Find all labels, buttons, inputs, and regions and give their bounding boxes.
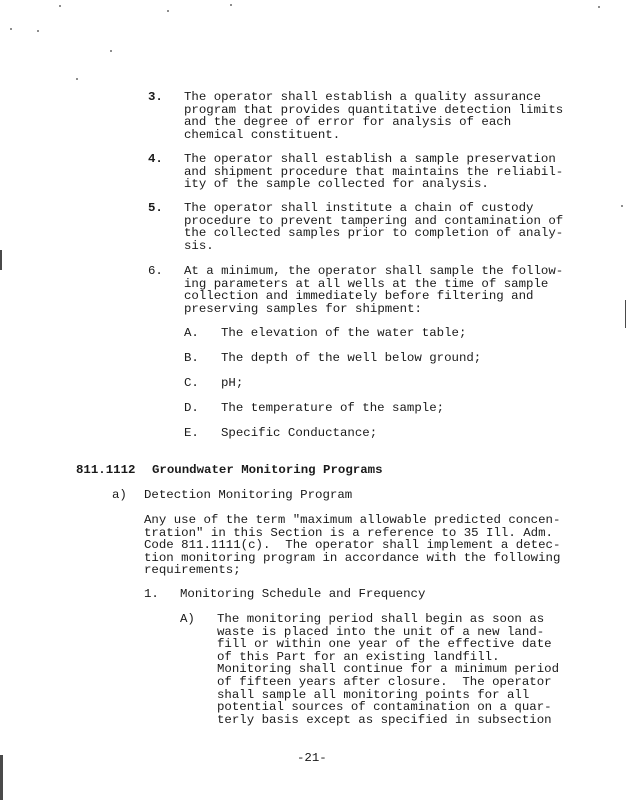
sub-item-letter: D. <box>184 401 199 415</box>
item-text: At a minimum, the operator shall sample the follow- ing parameters at all wells at the time of sample collection and immediately before filtering and preserving samples for shipment: <box>184 264 564 316</box>
item-text: The operator shall establish a quality assurance program that provides quantitative detection limits and the degree of error for analysis of each chemical constituent. <box>184 90 564 142</box>
item-text: The operator shall institute a chain of custody procedure to prevent tampering and contamination of the collected samples prior to completion of analy- sis. <box>184 201 564 253</box>
sub-item-letter: E. <box>184 426 199 440</box>
section-title: Groundwater Monitoring Programs <box>152 463 383 477</box>
scan-speck <box>110 50 112 52</box>
section-number: 811.1112 <box>76 463 136 477</box>
scan-speck <box>598 6 600 8</box>
scan-speck <box>59 5 61 7</box>
sub-item-text: The elevation of the water table; <box>221 326 467 340</box>
sub-item-text: The temperature of the sample; <box>221 401 445 415</box>
scan-speck <box>76 78 78 80</box>
item-number: 5. <box>148 201 163 215</box>
item-text: The operator shall establish a sample preservation and shipment procedure that maintains the reliabil- ity of the sample collected for analysis. <box>184 152 564 192</box>
item-number: 1. <box>144 587 159 601</box>
intro-paragraph: Any use of the term "maximum allowable predicted concen- tration" in this Section is a reference to 35 Ill. Adm. Code 811.1111(c). The operator shall implement a detec- tion monitoring program in accordance with the following requirements; <box>144 513 561 578</box>
subsection-title: Detection Monitoring Program <box>144 488 353 502</box>
sub-item-text: The monitoring period shall begin as soon as waste is placed into the unit of a new land- fill or within one year of the effective date of this Part for an existing landfill. Monitoring shall continue for a minimum period of fifteen years after closure. The operator shall sample all monitoring points for all potential sources of contamination on a quar- terly basis except as specified in subsection <box>217 612 560 727</box>
sub-item-text: Specific Conductance; <box>221 426 378 440</box>
item-number: 4. <box>148 152 163 166</box>
scan-speck <box>10 28 12 30</box>
subsection-label: a) <box>112 488 127 502</box>
item-title: Monitoring Schedule and Frequency <box>180 587 426 601</box>
scan-speck <box>167 10 169 12</box>
sub-item-letter: A) <box>180 612 195 626</box>
scan-edge-mark <box>0 755 3 800</box>
page-number: -21- <box>297 751 327 765</box>
sub-item-text: pH; <box>221 376 244 390</box>
scan-speck <box>230 4 232 6</box>
sub-item-text: The depth of the well below ground; <box>221 351 482 365</box>
item-number: 6. <box>148 264 163 278</box>
scan-speck <box>37 30 39 32</box>
scan-edge-mark <box>625 300 626 328</box>
scan-speck <box>621 205 623 207</box>
sub-item-letter: C. <box>184 376 199 390</box>
item-number: 3. <box>148 90 163 104</box>
sub-item-letter: B. <box>184 351 199 365</box>
sub-item-letter: A. <box>184 326 199 340</box>
scan-edge-mark <box>0 250 2 270</box>
